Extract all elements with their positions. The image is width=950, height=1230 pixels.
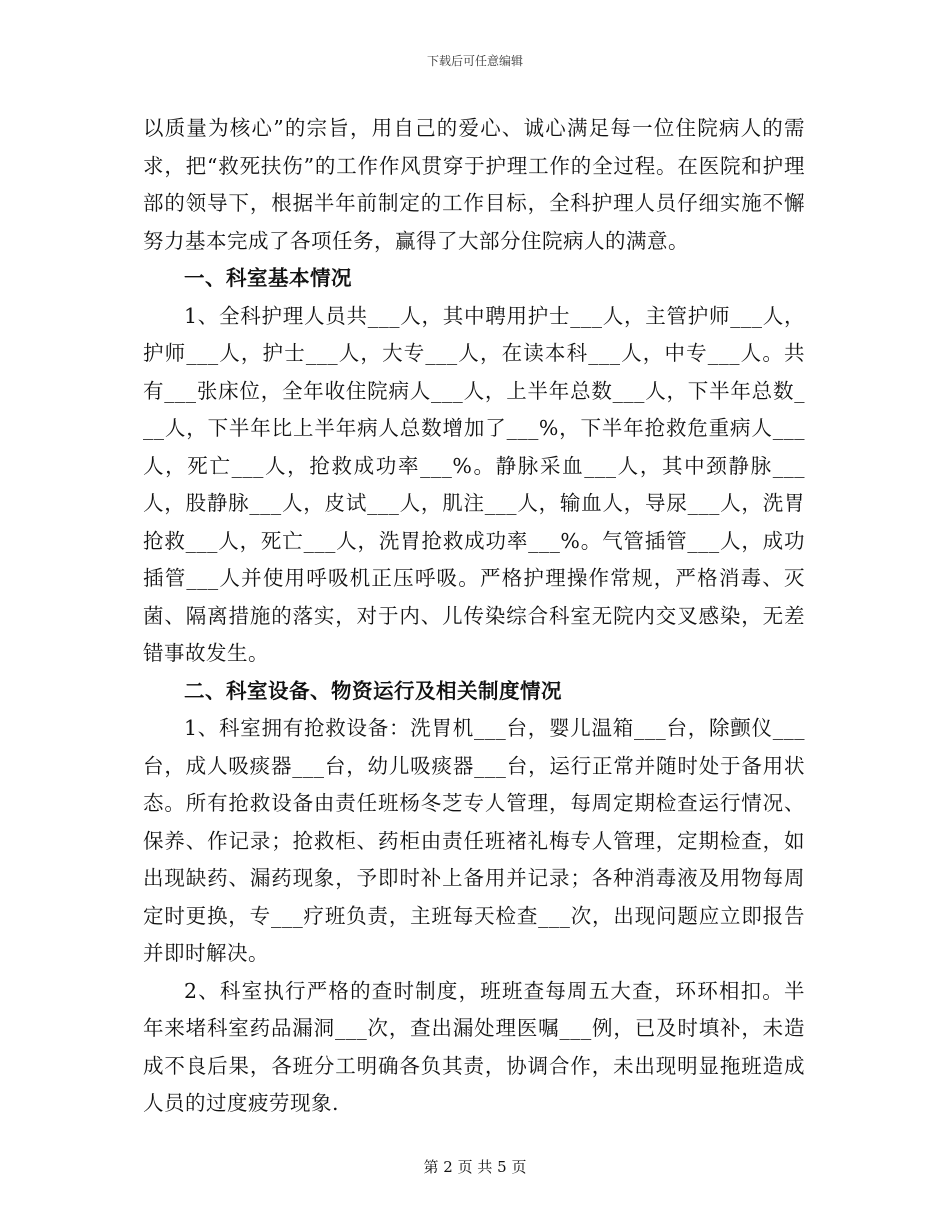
- section-heading-basic-info: 一、科室基本情况: [184, 266, 352, 290]
- page-header: 下载后可任意编辑: [426, 54, 523, 68]
- section2-paragraph-2: 2、科室执行严格的查时制度，班班查每周五大查，环环相扣。半年来堵科室药品漏洞___次，查出漏处理医嘱___例，已及时填补，未造成不良后果，各班分工明确各负其责，协调合作，未出现明显拖班造成人员的过度疲劳现象.: [143, 978, 805, 1115]
- document-body: [143, 110, 805, 1123]
- page-number: 第 2 页 共 5 页: [423, 1158, 527, 1176]
- section-heading-equipment: 二、科室设备、物资运行及相关制度情况: [184, 678, 562, 703]
- section1-paragraph-1: 1、全科护理人员共___人，其中聘用护士___人，主管护师___人，护师___人，护士___人，大专___人，在读本科___人，中专___人。共有___张床位，全年收住院病人___人，上半年总数___人，下半年总数___人，下半年比上半年病人总数增加了___%，下半年抢救危重病人___人，死亡___人，抢救成功率___%。静脉采血___人，其中颈静脉___人，股静脉___人，皮试___人，肌注___人，输血人，导尿___人，洗胃抢救___人，死亡___人，洗胃抢救成功率___%。气管插管___人，成功插管___人并使用呼吸机正压呼吸。严格护理操作常规，严格消毒、灭菌、隔离措施的落实，对于内、儿传染综合科室无院内交叉感染，无差错事故发生。: [143, 303, 805, 665]
- section2-paragraph-1: 1、科室拥有抢救设备：洗胃机___台，婴儿温箱___台，除颤仪___台，成人吸痰器___台，幼儿吸痰器___台，运行正常并随时处于备用状态。所有抢救设备由责任班杨冬芝专人管理，每周定期检查运行情况、保养、作记录；抢救柜、药柜由责任班褚礼梅专人管理，定期检查，如出现缺药、漏药现象，予即时补上备用并记录；各种消毒液及用物每周定时更换，专___疗班负责，主班每天检查___次，出现问题应立即报告并即时解决。: [143, 716, 805, 965]
- intro-paragraph: 以质量为核心”的宗旨，用自己的爱心、诚心满足每一位住院病人的需求，把“救死扶伤”的工作作风贯穿于护理工作的全过程。在医院和护理部的领导下，根据半年前制定的工作目标，全科护理人员仔细实施不懈努力基本完成了各项任务，赢得了大部分住院病人的满意。: [143, 116, 805, 253]
